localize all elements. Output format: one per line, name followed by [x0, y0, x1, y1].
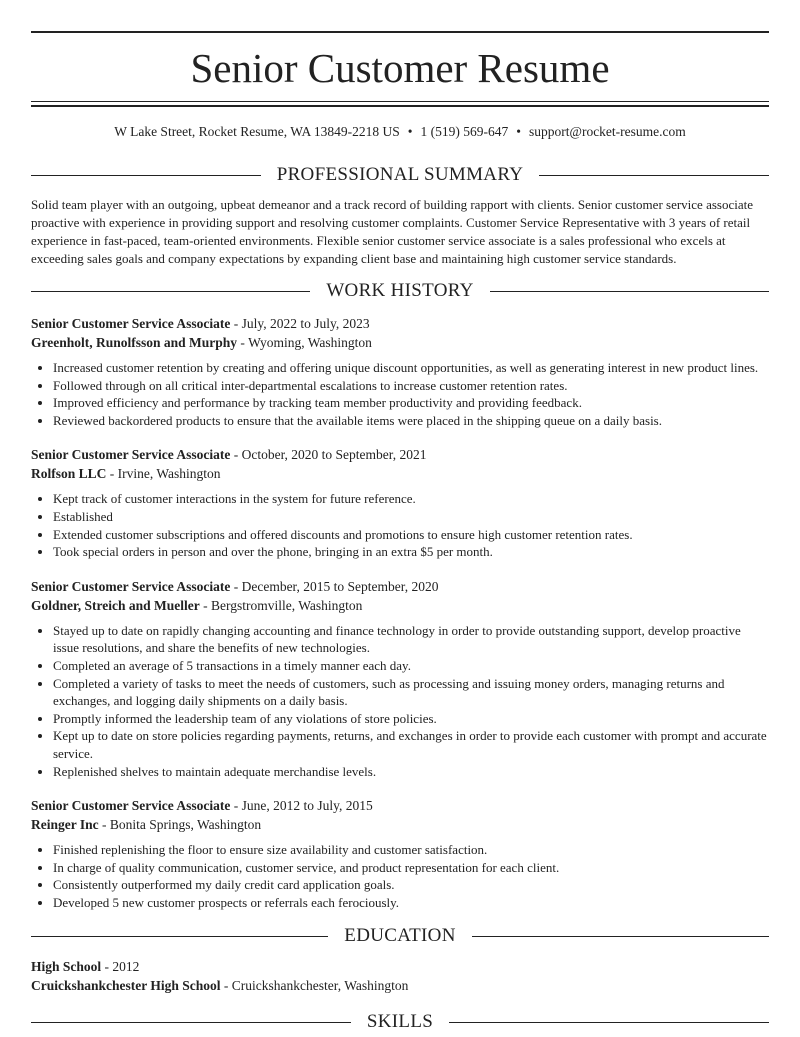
company: Greenholt, Runolfsson and Murphy: [31, 335, 238, 350]
section-header-education: EDUCATION: [31, 921, 769, 951]
resume-title: Senior Customer Resume: [190, 45, 610, 91]
section-header-summary: PROFESSIONAL SUMMARY: [31, 160, 769, 190]
bullet-item: • Reviewed backordered products to ensure that the available items were placed in the shipping queue on a daily basis.: [53, 412, 769, 430]
bullet-item: • Completed an average of 5 transactions in a timely manner each day.: [53, 657, 769, 675]
email: support@rocket-resume.com: [529, 124, 686, 139]
divider: [31, 105, 769, 107]
section-header-work: WORK HISTORY: [31, 276, 769, 306]
job-title: Senior Customer Service Associate: [31, 578, 231, 594]
bullet-item: • Improved efficiency and performance by tracking team member productivity and providing feedback.: [53, 394, 769, 412]
separator: •: [516, 124, 522, 139]
job-location: Bergstromville, Washington: [211, 597, 363, 613]
bullet-item: • Consistently outperformed my daily credit card application goals.: [53, 876, 769, 894]
bullet-item: • Kept up to date on store policies regarding payments, returns, and exchanges in order to provide each customer with prompt and accurate service.: [53, 727, 769, 762]
company: Rolfson LLC: [31, 466, 107, 482]
job-location: Bonita Springs, Washington: [109, 817, 262, 833]
job-title: Senior Customer Service Associate: [31, 798, 231, 814]
bullet-item: • Promptly informed the leadership team of any violations of store policies.: [53, 710, 769, 728]
bullet-item: • Extended customer subscriptions and offered discounts and promotions to ensure high customer retention rates.: [53, 526, 769, 544]
job-dates: December, 2015 to September, 2020: [241, 578, 439, 594]
job-bullets: [31, 622, 769, 780]
job-location: Wyoming, Washington: [248, 335, 372, 350]
bullet-item: • In charge of quality communication, customer service, and product representation for each client.: [53, 859, 769, 877]
section-header-skills: SKILLS: [31, 1007, 769, 1037]
company: Reinger Inc: [31, 817, 99, 833]
job-dates: July, 2022 to July, 2023: [241, 316, 370, 331]
contact-line: [0, 124, 800, 140]
bullet-item: • Kept track of customer interactions in the system for future reference.: [53, 490, 769, 508]
separator: •: [407, 124, 413, 139]
job-dates: October, 2020 to September, 2021: [241, 447, 427, 463]
year: 2012: [112, 959, 140, 975]
job-entry: Senior Customer Service Associate - June, 2012 to July, 2015 Reinger Inc - Bonita Springs, Washington • Finished replenishing the floor to ensure size availability and customer satisfaction. • In charge of quality communication, customer service, and product representation for each client. • Consistently outperformed my daily credit card application goals. • Developed 5 new customer prospects or referrals each ferociously.: [31, 796, 769, 911]
summary-text: Solid team player with an outgoing, upbeat demeanor and a track record of building rapport with clients. Senior customer service associate proactive with experience in providing support and resolving customer complaints. Customer Service Representative with 3 years of retail experience in fast-paced, team-oriented environments. Flexible senior customer service associate is a sales professional who excels at exceeding sales goals and company expectations by expanding client base and maintaining high customer service standards.: [31, 197, 754, 266]
job-location: Irvine, Washington: [117, 466, 221, 482]
bullet-item: • Established: [53, 508, 769, 526]
job-bullets: [31, 841, 769, 911]
bullet-item: • Stayed up to date on rapidly changing accounting and finance technology in order to provide outstanding support, develop proactive issue resolutions, and share the benefits of new technologies.: [53, 622, 769, 657]
address: W Lake Street, Rocket Resume, WA 13849-2218 US: [114, 124, 400, 139]
bullet-item: • Increased customer retention by creating and offering unique discount opportunities, as well as generating interest in new product lines.: [53, 359, 769, 377]
job-entry: Senior Customer Service Associate - December, 2015 to September, 2020 Goldner, Streich and Mueller - Bergstromville, Washington • Stayed up to date on rapidly changing accounting and finance technology in order to provide outstanding support, develop proactive issue resolutions, and share the benefits of new technologies. • Completed an average of 5 transactions in a timely manner each day. • Completed a variety of tasks to meet the needs of customers, such as processing and issuing money orders, managing returns and exchanges, and logging daily shipments on a daily basis. • Promptly informed the leadership team of any violations of store policies. • Kept up to date on store policies regarding payments, returns, and exchanges in order to provide each customer with prompt and accurate service. • Replenished shelves to maintain adequate merchandise levels.: [31, 577, 769, 780]
bullet-item: • Developed 5 new customer prospects or referrals each ferociously.: [53, 894, 769, 912]
school: Cruickshankchester High School: [31, 978, 221, 994]
bullet-item: • Took special orders in person and over the phone, bringing in an extra $5 per month.: [53, 543, 769, 561]
phone: 1 (519) 569-647: [420, 124, 509, 139]
company: Goldner, Streich and Mueller: [31, 597, 200, 613]
job-title: Senior Customer Service Associate: [31, 447, 231, 463]
work-history: [31, 314, 769, 911]
job-bullets: [31, 490, 769, 560]
divider: [31, 101, 769, 102]
job-title: Senior Customer Service Associate: [31, 316, 231, 331]
job-entry: Senior Customer Service Associate - October, 2020 to September, 2021 Rolfson LLC - Irvine, Washington • Kept track of customer interactions in the system for future reference. • Established • Extended customer subscriptions and offered discounts and promotions to ensure high customer retention rates. • Took special orders in person and over the phone, bringing in an extra $5 per month.: [31, 445, 769, 560]
divider: [31, 31, 769, 33]
education-entry: High School - 2012 Cruickshankchester High School - Cruickshankchester, Washington: [31, 959, 409, 994]
bullet-item: • Replenished shelves to maintain adequate merchandise levels.: [53, 763, 769, 781]
job-dates: June, 2012 to July, 2015: [241, 798, 373, 814]
degree: High School: [31, 959, 102, 975]
school-location: Cruickshankchester, Washington: [231, 978, 409, 994]
job-entry: Senior Customer Service Associate - July, 2022 to July, 2023 Greenholt, Runolfsson and Murphy - Wyoming, Washington • Increased customer retention by creating and offering unique discount opportunities, as well as generating interest in new product lines. • Followed through on all critical inter-departmental escalations to increase customer retention rates. • Improved efficiency and performance by tracking team member productivity and providing feedback. • Reviewed backordered products to ensure that the available items were placed in the shipping queue on a daily basis.: [31, 314, 769, 429]
bullet-item: • Followed through on all critical inter-departmental escalations to increase customer retention rates.: [53, 377, 769, 395]
job-bullets: [31, 359, 769, 429]
bullet-item: • Completed a variety of tasks to meet the needs of customers, such as processing and issuing money orders, managing returns and exchanges, and logging daily shipments on a daily basis.: [53, 675, 769, 710]
bullet-item: • Finished replenishing the floor to ensure size availability and customer satisfaction.: [53, 841, 769, 859]
